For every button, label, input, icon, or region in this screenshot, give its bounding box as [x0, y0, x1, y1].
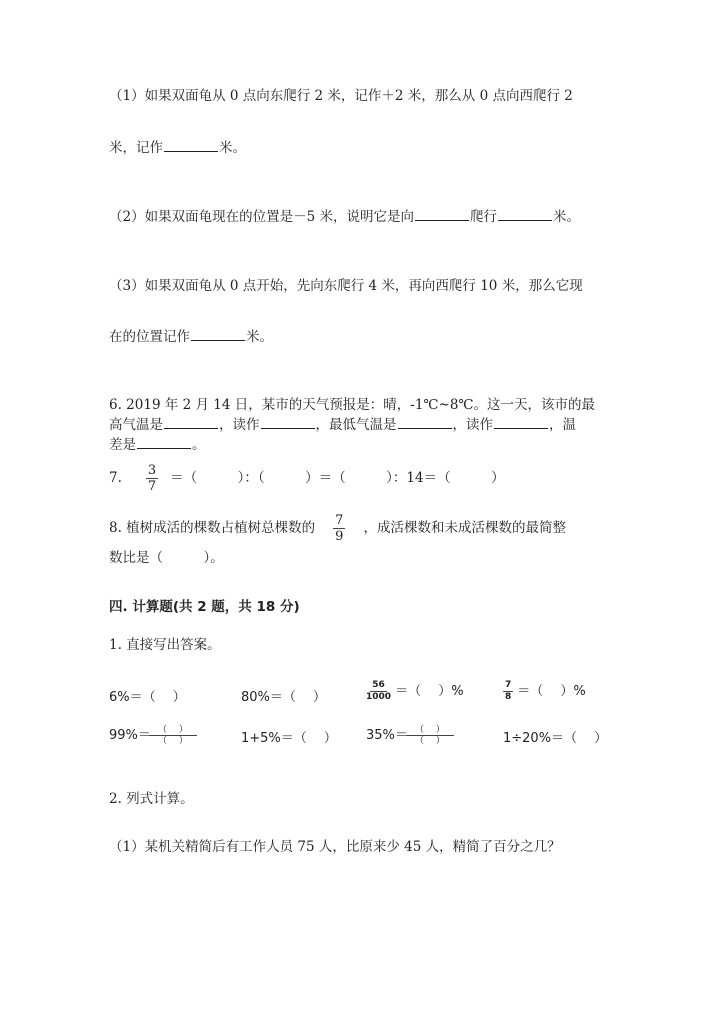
text: ，温	[549, 417, 576, 433]
text: ，读作	[219, 417, 260, 433]
calc-item: 1+5%＝（ ）	[241, 731, 337, 746]
numerator: 3	[147, 463, 157, 478]
q8-line2: 数比是（ ）。	[109, 550, 224, 566]
numerator: （ ）	[149, 725, 197, 736]
text: 。	[192, 437, 206, 453]
numerator: （ ）	[406, 725, 454, 736]
answer-blank[interactable]	[415, 208, 469, 221]
text: ＝（ ）%	[517, 684, 586, 699]
answer-blank[interactable]	[498, 208, 552, 221]
numerator: 56	[372, 680, 385, 690]
answer-blank[interactable]	[494, 416, 548, 429]
calc-item	[109, 724, 195, 746]
q5-part1-line2	[109, 138, 246, 158]
text: ＝（ ）%	[395, 684, 464, 699]
denominator: 9	[335, 529, 344, 544]
text: （2）如果双面龟现在的位置是－5 米，说明它是向	[109, 209, 414, 225]
q7-number: 7.	[109, 470, 122, 486]
section-heading: 四. 计算题(共 2 题，共 18 分)	[109, 599, 300, 615]
calc1-title: 1. 直接写出答案。	[109, 637, 221, 653]
calc-item: 1÷20%＝（ ）	[503, 731, 608, 746]
q5-part3-line2	[109, 327, 273, 347]
fraction	[503, 680, 513, 703]
text: 8. 植树成活的棵数占植树总棵数的	[109, 520, 316, 536]
q6-line2	[109, 415, 576, 435]
fraction-blank[interactable]	[151, 725, 195, 746]
answer-blank[interactable]	[398, 416, 452, 429]
text: 米。	[552, 209, 580, 225]
text: ，读作	[452, 417, 493, 433]
denominator: 1000	[366, 692, 392, 702]
calc-item	[366, 724, 452, 746]
q7	[109, 463, 505, 494]
text: 米。	[246, 329, 273, 345]
calc-item: 6%＝（ ）	[109, 690, 186, 705]
fraction	[366, 680, 391, 703]
denominator: 8	[505, 692, 512, 702]
calc2-title: 2. 列式计算。	[109, 791, 194, 807]
calc-item: 80%＝（ ）	[241, 690, 327, 705]
text: 爬行	[469, 209, 497, 225]
text: 米，记作	[109, 140, 163, 156]
text: 差是	[109, 437, 136, 453]
fraction	[146, 463, 158, 494]
answer-blank[interactable]	[164, 139, 218, 152]
text: 米。	[219, 140, 246, 156]
q5-part1-line1: （1）如果双面龟从 0 点向东爬行 2 米，记作＋2 米，那么从 0 点向西爬行 2	[109, 88, 573, 104]
text: 高气温是	[109, 417, 163, 433]
answer-blank[interactable]	[164, 416, 218, 429]
text: 99%＝	[109, 728, 151, 743]
q6-line1: 6. 2019 年 2 月 14 日，某市的天气预报是：晴，-1℃~8℃。这一天，该市的最	[109, 397, 596, 413]
numerator: 7	[335, 513, 344, 528]
fraction-blank[interactable]	[408, 725, 452, 746]
text: ，成活棵数和未成活棵数的最简整	[363, 520, 566, 536]
q6-line3	[109, 435, 206, 455]
q5-part2	[109, 207, 580, 227]
denominator: （ ）	[157, 736, 188, 746]
answer-blank[interactable]	[137, 436, 191, 449]
calc-item	[366, 680, 464, 703]
denominator: 7	[147, 479, 157, 494]
denominator: （ ）	[414, 736, 445, 746]
text: 在的位置记作	[109, 329, 190, 345]
numerator: 7	[505, 680, 512, 690]
q5-part3-line1: （3）如果双面龟从 0 点开始，先向东爬行 4 米，再向西爬行 10 米，那么它现	[109, 278, 583, 294]
text: 35%＝	[366, 728, 408, 743]
q8-line1	[109, 513, 566, 544]
calc2-part1: （1）某机关精简后有工作人员 75 人，比原来少 45 人，精简了百分之几？	[109, 839, 561, 855]
text: ，最低气温是	[315, 417, 397, 433]
fraction	[333, 513, 345, 544]
answer-blank[interactable]	[191, 328, 245, 341]
q7-text: ＝（ ）：（ ）＝（ ）：14＝（ ）	[170, 470, 505, 486]
calc-item	[503, 680, 586, 703]
answer-blank[interactable]	[261, 416, 315, 429]
